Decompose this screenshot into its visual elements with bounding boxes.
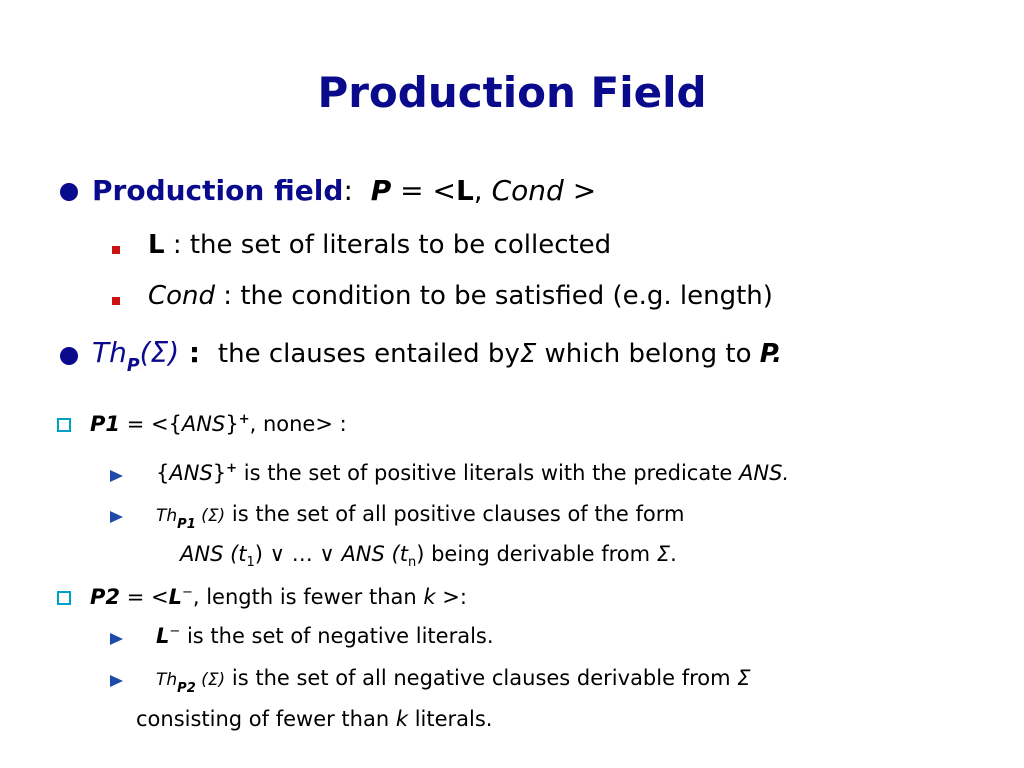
hollow-square-bullet-icon [57,418,71,432]
term-production-field: Production field [92,174,344,207]
symbol-p-sub: P [126,355,140,376]
hollow-square-bullet-icon [57,591,71,605]
triangle-bullet-icon [110,675,123,687]
red-square-bullet-icon [112,246,120,254]
comma: , [473,174,483,207]
sub-bullet-cond-text: : the condition to be satisfied (e.g. length) [215,281,773,311]
symbol-p1: P1 [90,412,121,436]
symbol-l: L [455,174,474,207]
red-square-bullet-icon [112,297,120,305]
bullet-production-field [92,174,596,207]
bullet-thp [92,336,782,374]
symbol-sigma: (Σ) [139,336,180,369]
symbol-p: P [370,174,392,207]
symbol-th: Th [92,336,127,369]
symbol-l: L [148,230,165,260]
triangle-bullet-icon [110,511,123,523]
term-sep: : [343,174,353,207]
symbol-p2: P2 [90,585,121,609]
close-angle: > [563,174,597,207]
sub-bullet-l-text: : the set of literals to be collected [164,230,612,260]
sub-bullet-l [148,230,611,260]
bullet-dot-icon [60,347,78,365]
p2-thp2: $Th_{P2}$ (Σ) is the set of all negative clauses derivable from Σ [156,666,751,697]
p1-ans-plus: {ANS}+ is the set of positive literals with the predicate ANS. [156,461,790,485]
p2-l-minus: L− is the set of negative literals. [156,624,494,648]
bullet-dot-icon [60,183,78,201]
symbol-cond: Cond [491,174,564,207]
thp-text: the clauses entailed byΣ which belong to P. [217,339,783,369]
triangle-bullet-icon [110,633,123,645]
sub-bullet-cond [148,281,773,311]
symbol-cond: Cond [148,281,216,311]
p1-thp1: $Th_{P1}$ (Σ) is the set of all positive clauses of the form [156,502,685,533]
triangle-bullet-icon [110,470,123,482]
p2-definition: P2 = <L−, length is fewer than k >: [90,585,467,609]
equals-open: = < [391,174,456,207]
p2-thp2-continued: consisting of fewer than k literals. [136,707,493,731]
p1-definition: P1 = <{ANS}+, none> : [90,412,347,436]
p1-form: ANS $(t_1)$ ∨ … ∨ ANS $(t_n)$ being derivable from Σ. [180,542,677,571]
slide-title: Production Field [317,68,707,117]
colon: : [179,336,201,369]
